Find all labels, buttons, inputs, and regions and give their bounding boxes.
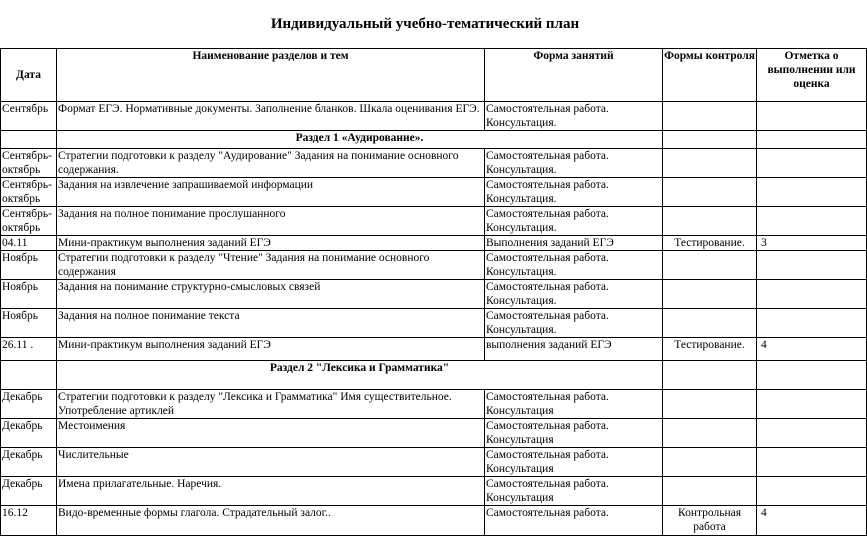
control-cell bbox=[663, 251, 757, 280]
section-control-cell bbox=[663, 361, 757, 390]
date-cell: Декабрь bbox=[1, 448, 57, 477]
date-cell: Сентябрь-октябрь bbox=[1, 207, 57, 236]
date-cell: Ноябрь bbox=[1, 309, 57, 338]
date-cell: Декабрь bbox=[1, 390, 57, 419]
topic-cell: Имена прилагательные. Наречия. bbox=[57, 477, 485, 506]
table-body bbox=[1, 102, 867, 536]
date-cell: 16.12 bbox=[1, 506, 57, 536]
mark-cell bbox=[757, 477, 867, 506]
form-cell: Самостоятельная работа. Консультация. bbox=[485, 149, 663, 178]
topic-cell: Задания на понимание структурно-смысловых связей bbox=[57, 280, 485, 309]
topic-cell: Числительные bbox=[57, 448, 485, 477]
topic-cell: Стратегии подготовки к разделу "Чтение" Задания на понимание основного содержания bbox=[57, 251, 485, 280]
form-cell: Самостоятельная работа. Консультация. bbox=[485, 309, 663, 338]
table-row bbox=[1, 178, 867, 207]
control-cell bbox=[663, 178, 757, 207]
mark-cell bbox=[757, 149, 867, 178]
section-mark-cell bbox=[757, 361, 867, 390]
form-cell: Самостоятельная работа. Консультация bbox=[485, 390, 663, 419]
control-cell bbox=[663, 102, 757, 131]
date-cell: 04.11 bbox=[1, 236, 57, 251]
topic-cell: Мини-практикум выполнения заданий ЕГЭ bbox=[57, 338, 485, 361]
mark-cell bbox=[757, 102, 867, 131]
date-cell: Ноябрь bbox=[1, 280, 57, 309]
mark-cell bbox=[757, 251, 867, 280]
mark-cell bbox=[757, 448, 867, 477]
header-row bbox=[1, 49, 867, 102]
topic-cell: Местоимения bbox=[57, 419, 485, 448]
control-cell bbox=[663, 419, 757, 448]
control-cell bbox=[663, 309, 757, 338]
topic-cell: Мини-практикум выполнения заданий ЕГЭ bbox=[57, 236, 485, 251]
mark-cell bbox=[757, 207, 867, 236]
control-cell: Тестирование. bbox=[663, 236, 757, 251]
table-row bbox=[1, 207, 867, 236]
control-cell bbox=[663, 280, 757, 309]
table-row bbox=[1, 419, 867, 448]
mark-cell: 4 bbox=[757, 338, 867, 361]
date-cell: Декабрь bbox=[1, 419, 57, 448]
header-mark: Отметка о выполнении или оценка bbox=[757, 49, 867, 102]
table-row bbox=[1, 338, 867, 361]
table-row bbox=[1, 236, 867, 251]
form-cell: Самостоятельная работа. Консультация. bbox=[485, 251, 663, 280]
topic-cell: Задания на полное понимание прослушанного bbox=[57, 207, 485, 236]
table-row bbox=[1, 149, 867, 178]
date-cell: Сентябрь-октябрь bbox=[1, 178, 57, 207]
date-cell: Ноябрь bbox=[1, 251, 57, 280]
section-title: Раздел 2 "Лексика и Грамматика" bbox=[57, 361, 663, 390]
document-title: Индивидуальный учебно-тематический план bbox=[270, 16, 580, 32]
date-cell: Декабрь bbox=[1, 477, 57, 506]
mark-cell bbox=[757, 280, 867, 309]
control-cell bbox=[663, 448, 757, 477]
date-cell: 26.11 . bbox=[1, 338, 57, 361]
section-date-cell bbox=[1, 361, 57, 390]
topic-cell: Стратегии подготовки к разделу "Лексика и Грамматика" Имя существительное. Употребление артиклей bbox=[57, 390, 485, 419]
table-row bbox=[1, 448, 867, 477]
topic-cell: Стратегии подготовки к разделу "Аудирование" Задания на понимание основного содержания. bbox=[57, 149, 485, 178]
mark-cell bbox=[757, 419, 867, 448]
mark-cell: 4 bbox=[757, 506, 867, 536]
form-cell: Самостоятельная работа. Консультация. bbox=[485, 178, 663, 207]
form-cell: Самостоятельная работа. bbox=[485, 506, 663, 536]
date-cell: Сентябрь-октябрь bbox=[1, 149, 57, 178]
control-cell bbox=[663, 207, 757, 236]
date-cell: Сентябрь bbox=[1, 102, 57, 131]
control-cell bbox=[663, 477, 757, 506]
header-topic: Наименование разделов и тем bbox=[57, 49, 485, 102]
mark-cell bbox=[757, 309, 867, 338]
table-row bbox=[1, 309, 867, 338]
header-form: Форма занятий bbox=[485, 49, 663, 102]
form-cell: Самостоятельная работа. Консультация. bbox=[485, 280, 663, 309]
mark-cell bbox=[757, 178, 867, 207]
topic-cell: Формат ЕГЭ. Нормативные документы. Заполнение бланков. Шкала оценивания ЕГЭ. bbox=[57, 102, 485, 131]
form-cell: Самостоятельная работа. Консультация bbox=[485, 419, 663, 448]
control-cell bbox=[663, 390, 757, 419]
table-row bbox=[1, 477, 867, 506]
form-cell: Самостоятельная работа. Консультация. bbox=[485, 102, 663, 131]
topic-cell: Задания на извлечение запрашиваемой информации bbox=[57, 178, 485, 207]
topic-cell: Видо-временные формы глагола. Страдательный залог.. bbox=[57, 506, 485, 536]
section-date-cell bbox=[1, 131, 57, 149]
form-cell: Выполнения заданий ЕГЭ bbox=[485, 236, 663, 251]
mark-cell bbox=[757, 390, 867, 419]
section-row bbox=[1, 361, 867, 390]
header-control: Формы контроля bbox=[663, 49, 757, 102]
table-row bbox=[1, 280, 867, 309]
table-row bbox=[1, 102, 867, 131]
form-cell: Самостоятельная работа. Консультация. bbox=[485, 207, 663, 236]
section-title: Раздел 1 «Аудирование». bbox=[57, 131, 663, 149]
study-plan-table bbox=[0, 48, 867, 536]
control-cell: Контрольная работа bbox=[663, 506, 757, 536]
mark-cell: 3 bbox=[757, 236, 867, 251]
control-cell: Тестирование. bbox=[663, 338, 757, 361]
table-row bbox=[1, 390, 867, 419]
form-cell: Самостоятельная работа. Консультация bbox=[485, 477, 663, 506]
form-cell: Самостоятельная работа. Консультация bbox=[485, 448, 663, 477]
topic-cell: Задания на полное понимание текста bbox=[57, 309, 485, 338]
form-cell: выполнения заданий ЕГЭ bbox=[485, 338, 663, 361]
section-row bbox=[1, 131, 867, 149]
control-cell bbox=[663, 149, 757, 178]
section-control-cell bbox=[663, 131, 757, 149]
table-row bbox=[1, 251, 867, 280]
header-date: Дата bbox=[1, 49, 57, 102]
table-row bbox=[1, 506, 867, 536]
section-mark-cell bbox=[757, 131, 867, 149]
